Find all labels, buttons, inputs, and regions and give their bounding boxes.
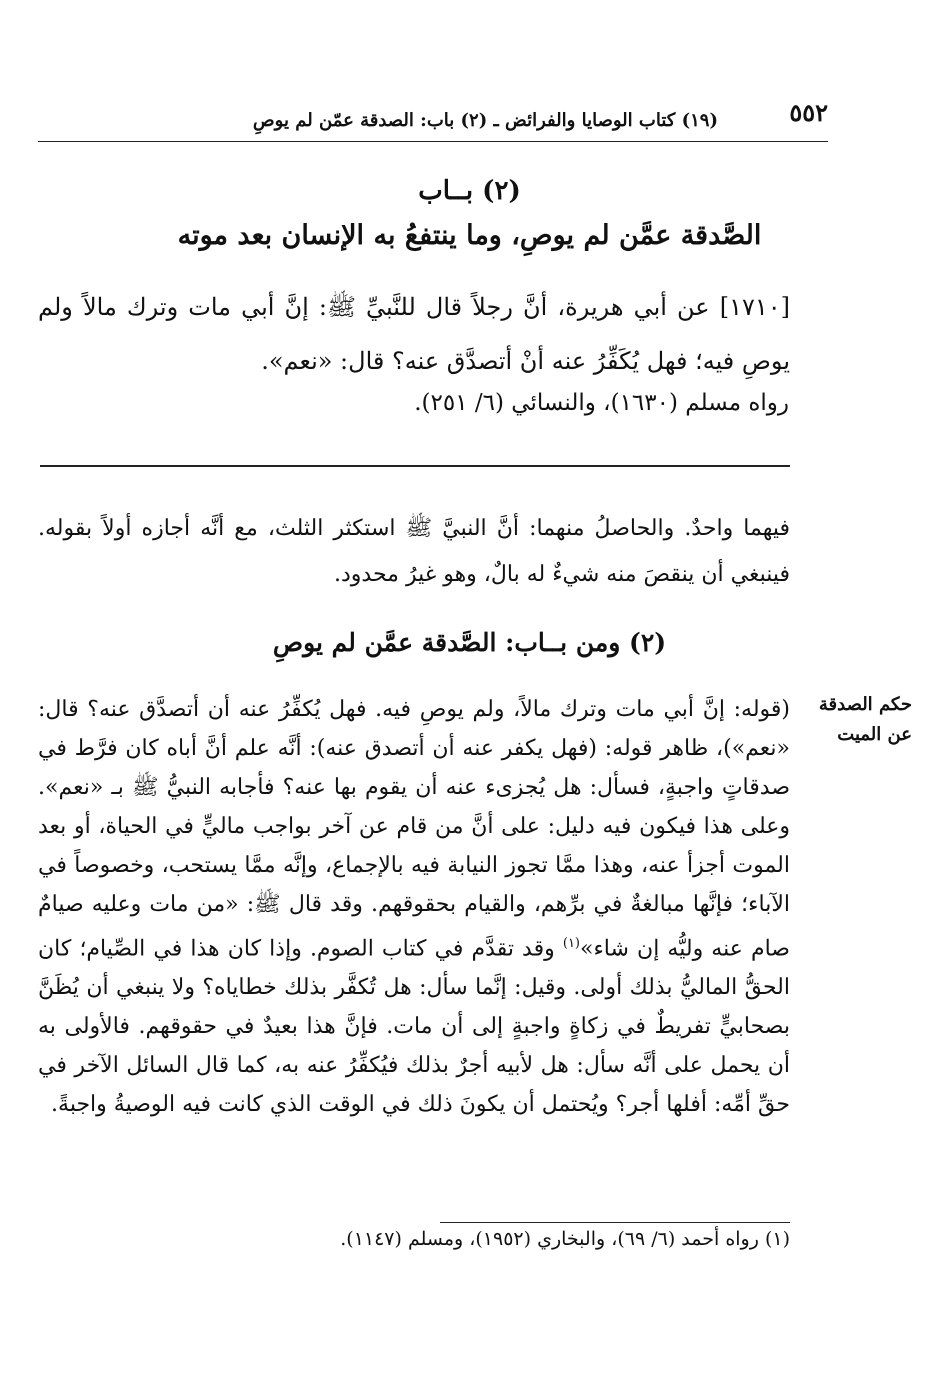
chapter-title: الصَّدقة عمَّن لم يوصِ، وما ينتفعُ به الإنسان بعد موته [177, 220, 762, 251]
commentary-continuation: فيهما واحدٌ. والحاصلُ منهما: أنَّ النبيَّ ﷺ استكثر الثلث، مع أنَّه أجازه أولاً بقوله. فينبغي أن ينقصَ منه شيءٌ له بالٌ، وهو غيرُ محدود. [38, 516, 790, 587]
commentary-part-2: وقد تقدَّم في كتاب الصوم. وإذا كان هذا في الصِّيام؛ كان الحقُّ الماليُّ بذلك أولى. وقيل: إنَّما سأل: هل تُكفَّر بذلك خطاياه؟ ولا ينبغي أن يُظَنَّ بصحابيٍّ تفريطٌ في زكاةٍ واجبةٍ إلى أن مات. فإنَّ هذا بعيدٌ في حقوقهم. فالأولى به أن يحمل على أنَّه سأل: هل لأبيه أجرٌ بذلك فيُكفِّرُ عنه به، كما قال السائل الآخر في حقِّ أمِّه: أفلها أجر؟ ويُحتمل أن يكونَ ذلك في الوقت الذي كانت فيه الوصيةُ واجبةً. [38, 936, 790, 1118]
section-divider [40, 465, 790, 467]
running-title: (١٩) كتاب الوصايا والفرائض ـ (٢) باب: الصدقة عمّن لم يوصِ [252, 110, 718, 131]
hadith-reference: رواه مسلم (١٦٣٠)، والنسائي (٦/ ٢٥١). [414, 390, 789, 416]
page-number: ٥٥٢ [789, 98, 828, 127]
running-header [38, 94, 828, 142]
commentary-part-1: (قوله: إنَّ أبي مات وترك مالاً، ولم يوصِ فيه. فهل يُكفِّرُ عنه أن أتصدَّق عنه؟ قال: «نعم»)، ظاهر قوله: (فهل يكفر عنه أن أتصدق عنه): أنَّه علم أنَّ أباه كان فرَّط في صدقاتٍ واجبةٍ، فسأل: هل يُجزىء عنه أن يقوم بها عنه؟ فأجابه النبيُّ ﷺ بـ «نعم». وعلى هذا فيكون فيه دليل: على أنَّ من قام عن آخر بواجب ماليٍّ في الحياة، أو بعد الموت أجزأ عنه، وهذا ممَّا تجوز النيابة فيه بالإجماع، وإنَّه ممَّا يستحب، وخصوصاً في الآباء؛ فإنَّها مبالغةٌ في برِّهم، والقيام بحقوقهم. وقد قال ﷺ: «من مات وعليه صيامٌ صام عنه وليُّه إن شاء» [38, 697, 790, 962]
margin-note-line-2: عن الميت [837, 724, 912, 745]
section-title: (٢) ومن بــاب: الصَّدقة عمَّن لم يوصِ [272, 628, 667, 657]
footnote-rule [440, 1222, 790, 1223]
footnote: (١) رواه أحمد (٦/ ٦٩)، والبخاري (١٩٥٢)، ومسلم (١١٤٧). [340, 1228, 790, 1250]
hadith-text: [١٧١٠] عن أبي هريرة، أنَّ رجلاً قال للنَّبيِّ ﷺ: إنَّ أبي مات وترك مالاً ولم يوصِ فيه؛ فهل يُكَفِّرُ عنه أنْ أتصدَّق عنه؟ قال: «نعم». [38, 293, 790, 375]
footnote-marker: (١) [562, 936, 580, 951]
commentary-body [38, 690, 790, 1124]
header-rule [38, 141, 828, 142]
chapter-number: (٢) بــاب [418, 176, 521, 206]
margin-note [812, 690, 912, 750]
margin-note-line-1: حكم الصدقة [818, 694, 912, 715]
